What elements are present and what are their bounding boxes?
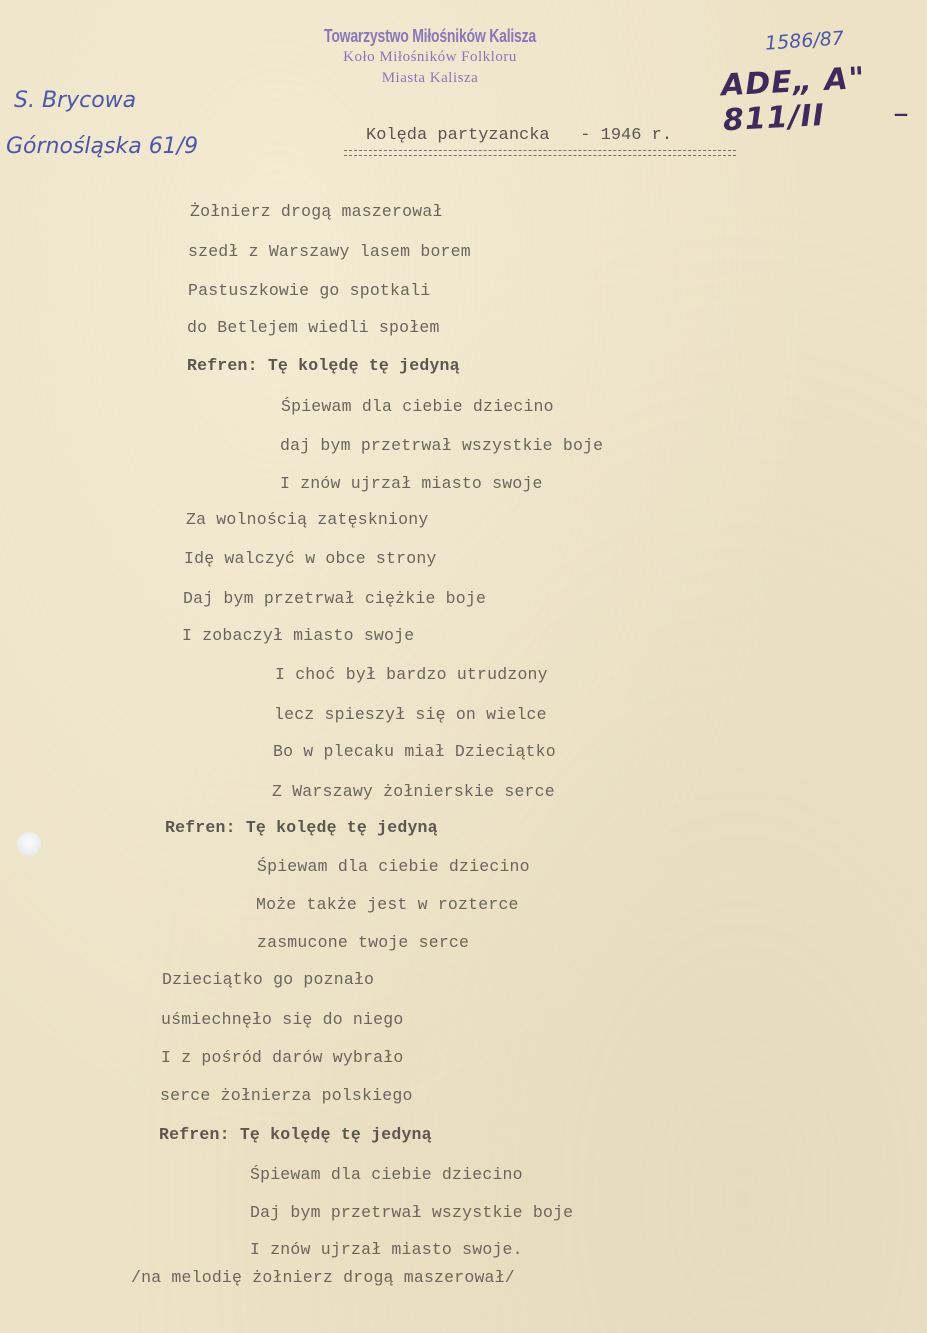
lyric-line: I z pośród darów wybrało bbox=[161, 1048, 404, 1067]
lyric-line: /na melodię żołnierz drogą maszerował/ bbox=[131, 1268, 515, 1287]
lyric-line: Refren: Tę kolędę tę jedyną bbox=[159, 1125, 432, 1144]
lyric-line: Daj bym przetrwał wszystkie boje bbox=[250, 1203, 574, 1222]
stamp-line-1: Towarzystwo Miłośników Kalisza bbox=[324, 26, 536, 46]
archive-signature: ADE„ A" 811/II bbox=[720, 60, 867, 139]
lyric-line: I znów ujrzał miasto swoje. bbox=[250, 1240, 523, 1259]
lyric-line: Refren: Tę kolędę tę jedyną bbox=[165, 818, 438, 837]
lyric-line: zasmucone twoje serce bbox=[257, 933, 470, 952]
lyric-line: Idę walczyć w obce strony bbox=[184, 549, 437, 568]
lyric-line: Za wolnością zatęskniony bbox=[186, 510, 429, 529]
lyric-line: I zobaczył miasto swoje bbox=[182, 626, 415, 645]
lyric-line: daj bym przetrwał wszystkie boje bbox=[280, 436, 604, 455]
stamp-line-2: Koło Miłośników Folkloru bbox=[343, 49, 517, 65]
lyric-line: I znów ujrzał miasto swoje bbox=[280, 474, 543, 493]
lyric-line: Refren: Tę kolędę tę jedyną bbox=[187, 356, 460, 375]
lyric-line: do Betlejem wiedli społem bbox=[187, 318, 440, 337]
lyric-line: Śpiewam dla ciebie dziecino bbox=[281, 397, 554, 416]
lyric-line: I choć był bardzo utrudzony bbox=[275, 665, 548, 684]
lyric-line: Pastuszkowie go spotkali bbox=[188, 281, 431, 300]
lyric-line: lecz spieszył się on wielce bbox=[274, 705, 547, 724]
lyric-line: Śpiewam dla ciebie dziecino bbox=[257, 857, 530, 876]
document-title: Kolęda partyzancka - 1946 r. bbox=[366, 126, 673, 145]
stamp-line-3: Miasta Kalisza bbox=[381, 70, 479, 86]
lyric-line: Bo w plecaku miał Dzieciątko bbox=[273, 742, 556, 761]
informant-name: S. Brycowa bbox=[14, 88, 137, 113]
lyric-line: Żołnierz drogą maszerował bbox=[190, 202, 443, 221]
punch-hole bbox=[17, 832, 41, 856]
lyric-line: Dzieciątko go poznało bbox=[162, 970, 375, 989]
title-underline bbox=[344, 150, 736, 156]
lyric-line: serce żołnierza polskiego bbox=[160, 1086, 413, 1105]
institution-stamp bbox=[290, 26, 570, 89]
lyric-line: Śpiewam dla ciebie dziecino bbox=[250, 1165, 523, 1184]
reference-number: 1586/87 bbox=[764, 27, 845, 55]
lyric-line: uśmiechnęło się do niego bbox=[161, 1010, 404, 1029]
lyric-line: szedł z Warszawy lasem borem bbox=[188, 242, 471, 261]
lyric-line: Daj bym przetrwał ciężkie boje bbox=[183, 589, 487, 608]
informant-address: Górnośląska 61/9 bbox=[6, 134, 199, 159]
lyric-line: Z Warszawy żołnierskie serce bbox=[272, 782, 555, 801]
lyric-line: Może także jest w rozterce bbox=[256, 895, 519, 914]
archive-mark: ‾ bbox=[895, 110, 907, 138]
